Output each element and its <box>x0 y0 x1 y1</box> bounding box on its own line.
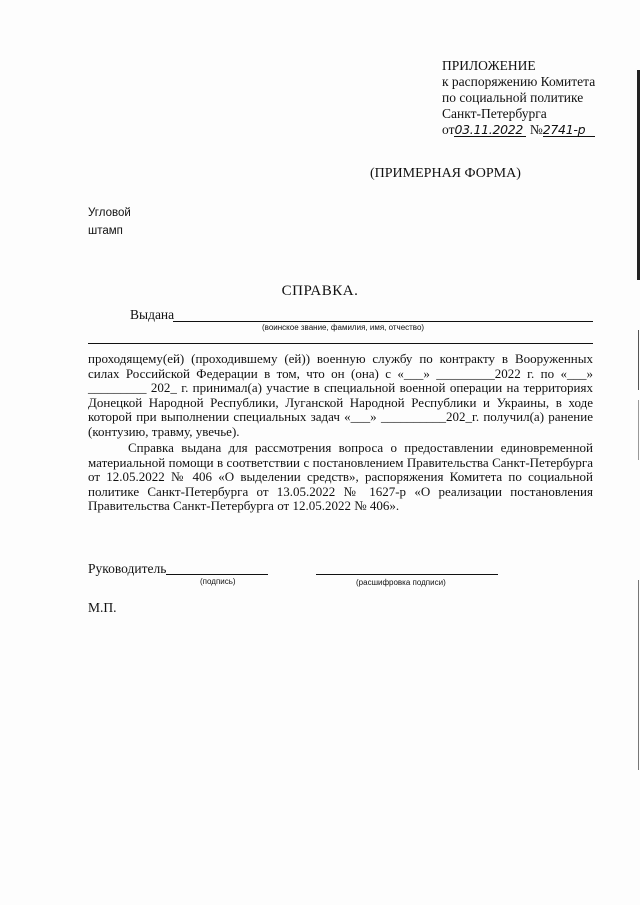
appendix-line-1: к распоряжению Комитета <box>442 74 596 89</box>
stamp-line-1: Угловой <box>88 207 131 219</box>
handwritten-number: 2741-р <box>543 123 595 137</box>
signature-line <box>166 574 268 575</box>
scan-edge-mark <box>638 330 639 390</box>
paragraph-2: Справка выдана для рассмотрения вопроса о предоставлении единовременной материальной помощи в соответствии с постановлением Правительства Санкт-Петербурга от 12.05.2022 № 406 «О выделении средств», распоряжения Комитета по социальной политике Санкт-Петербурга от 13.05.2022 № 1627-р «О реализации постановления Правительства Санкт-Петербурга от 12.05.2022 № 406». <box>88 440 593 514</box>
signature-decode-line <box>316 574 498 575</box>
handwritten-date: 03.11.2022 <box>454 123 526 137</box>
issued-caption: (воинское звание, фамилия, имя, отчество) <box>262 323 425 332</box>
signature-decode-caption: (расшифровка подписи) <box>356 578 446 587</box>
form-label: (ПРИМЕРНАЯ ФОРМА) <box>370 166 521 181</box>
scan-edge-mark <box>638 400 639 460</box>
appendix-date-line <box>442 122 595 138</box>
paragraph-1: проходящему(ей) (проходившему (ей)) военную службу по контракту в Вооруженных силах Российской Федерации в том, что он (она) с «___» _________2022 г. по «___» _________ 202_ г. принимал(а) участие в специальной военной операции на территориях Донецкой Народной Республики, Луганской Народной Республики и Украины, в ходе которой при выполнении специальных задач «___» __________202_г. получил(а) ранение (контузию, травму, увечье). <box>88 351 593 439</box>
issued-label: Выдана <box>130 307 175 322</box>
signature-caption: (подпись) <box>200 577 236 586</box>
appendix-block <box>442 58 595 138</box>
document-title: СПРАВКА. <box>281 283 359 299</box>
issued-to-line-2 <box>88 343 593 344</box>
head-label: Руководитель <box>88 561 167 576</box>
appendix-line-2: по социальной политике <box>442 90 584 105</box>
corner-stamp <box>88 204 131 240</box>
issued-to-line <box>173 321 593 322</box>
appendix-title: ПРИЛОЖЕНИЕ <box>442 58 536 73</box>
from-label: от <box>442 122 455 137</box>
seal-label: М.П. <box>88 600 117 615</box>
appendix-line-3: Санкт-Петербурга <box>442 106 547 121</box>
scan-edge-mark <box>638 580 639 770</box>
stamp-line-2: штамп <box>88 225 123 237</box>
number-label: № <box>529 122 543 137</box>
